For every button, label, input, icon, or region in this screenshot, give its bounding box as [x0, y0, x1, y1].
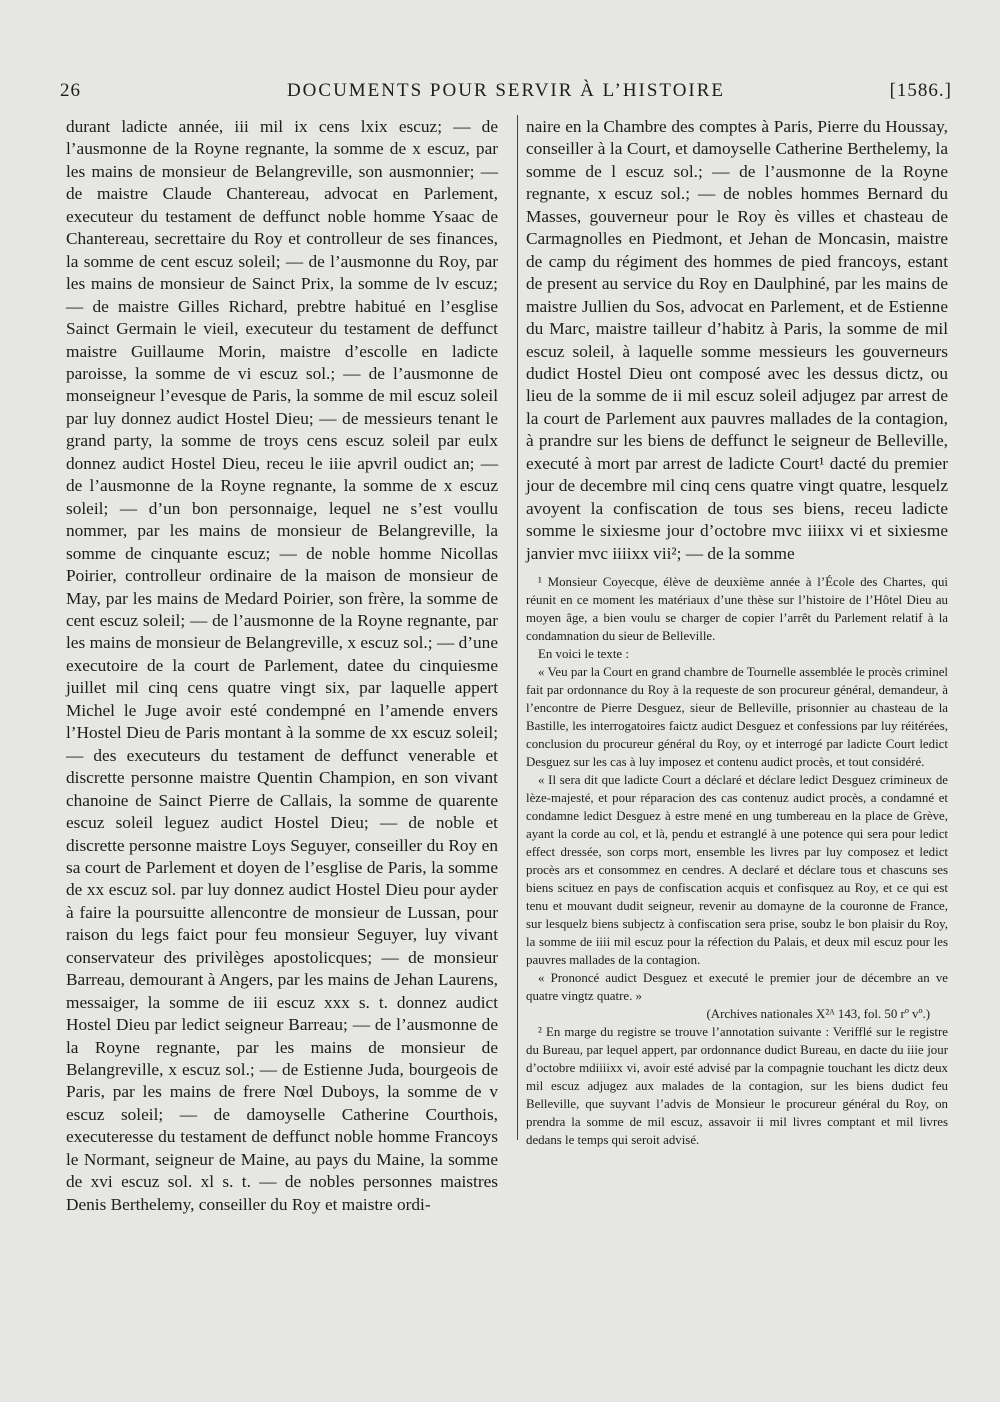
right-column [526, 116, 948, 1149]
footnote-quote-1: « Veu par la Court en grand chambre de Tournelle assemblée le procès criminel fait par ordonnance du Roy à la requeste de son procureur général, demandeur, à l’encontre de Pierre Desguez, sieur de Belleville, prisonnier au chasteau de la Bastille, les interrogatoires faictz audict Desguez et confessions par luy réitérées, conclusion du procureur général du Roy, oy et interrogé par ladicte Court ledict Desguez sur les cas à luy imposez et contenu audict procès, et tout considéré. [526, 665, 948, 770]
running-title: DOCUMENTS POUR SERVIR À L’HISTOIRE [286, 80, 726, 101]
page-number: 26 [60, 80, 81, 101]
footnote-quote-3: « Prononcé audict Desguez et executé le premier jour de décembre an ve quatre vingtz quatre. » [526, 971, 948, 1004]
right-column-text: naire en la Chambre des comptes à Paris, Pierre du Houssay, conseiller à la Court, et damoyselle Catherine Berthelemy, la somme de l escuz sol.; — de l’ausmonne de la Royne regnante, x escuz sol.; — de nobles hommes Bernard du Masses, gouverneur pour le Roy ès villes et chasteau de Carmagnolles en Piedmont, et Jehan de Moncasin, maistre de camp du régiment des hommes de pied francoys, estant de present au service du Roy en Daulphiné, par les mains de maistre Jullien du Sos, advocat en Parlement, et de Estienne du Marc, maistre tailleur d’habitz à Paris, la somme de mil escuz soleil, à laquelle somme messieurs les gouverneurs dudict Hostel Dieu ont composé avec les dessus dictz, ou lieu de la somme de ii mil escuz soleil adjugez par arrest de la court de Parlement aux pauvres mallades de la contagion, à prandre sur les biens de deffunct le seigneur de Belleville, executé à mort par arrest de ladicte Court¹ dacté du premier jour de decembre mil cinq cens quatre vingt quatre, lesquelz avoyent la confiscation de tous ses biens, receu ladicte somme le sixiesme jour d’octobre mvc iiiixx vi et sixiesme janvier mvc iiiixx vii²; — de la somme [526, 117, 948, 563]
left-column [66, 116, 498, 1216]
footnote-quote-2: « Il sera dit que ladicte Court a déclaré et déclare ledict Desguez crimineux de lèze-majesté, et pour réparacion des cas contenuz audict procès, a condamné et condamne ledict Desguez à estre mené en ung tumbereau en la place de Grève, ayant la corde au col, et là, pendu et estranglé à une potence qui sera pour ledict effect dressée, son corps mort, ensemble les livres par luy composez et ledict procès ars et consommez en cendres. A declaré et déclare tous et chascuns ses biens scituez en pays de confiscation acquis et confisquez au Roy, et ce qui est tenu et mouvant dudit seigneur, revenir au domayne de la couronne de France, sur lesquelz biens subjectz à confiscation sera prise, soubz le bon plaisir du Roy, la somme de iiii mil escuz pour la réfection du Palais, et deux mil escuz pour les pauvres mallades de la contagion. [526, 773, 948, 968]
footnote-intro: En voici le texte : [538, 647, 629, 662]
footnote-1: ¹ Monsieur Coyecque, élève de deuxième année à l’École des Chartes, qui réunit en ce moment les matériaux d’une thèse sur l’histoire de l’Hôtel Dieu au moyen âge, a bien voulu se charger de copier l’arrêt du Parlement relatif à la condamnation du sieur de Belleville. [526, 575, 948, 644]
page-header [60, 80, 952, 110]
column-divider [517, 115, 518, 1140]
year-marker: [1586.] [889, 80, 952, 101]
footnotes [526, 573, 948, 1149]
footnote-source: (Archives nationales X²ᴬ 143, fol. 50 rº vº.) [706, 1007, 930, 1022]
left-column-text: durant ladicte année, iii mil ix cens lxix escuz; — de l’ausmonne de la Royne regnante, la somme de x escuz, par les mains de monsieur de Belangreville, son ausmonnier; — de maistre Claude Chantereau, advocat en Parlement, executeur du testament de deffunct noble homme Ysaac de Chantereau, secrettaire du Roy et controlleur de ses finances, la somme de cent escuz soleil; — de l’ausmonne du Roy, par les mains de monsieur de Sainct Prix, la somme de lv escuz; — de maistre Gilles Richard, prebtre habitué en l’esglise Sainct Germain le vieil, executeur du testament de deffunct maistre Guillaume Morin, maistre d’escolle en ladicte paroisse, la somme de vi escuz sol.; — de l’ausmonne de monseigneur l’evesque de Paris, la somme de mil escuz soleil par luy donnez audict Hostel Dieu; — de messieurs tenant le grand party, la somme de troys cens escuz soleil par eulx donnez audict Hostel Dieu, receu le iiie apvril oudict an; — de l’ausmonne de la Royne regnante, la somme de x escuz soleil; — d’un bon personnaige, lequel ne s’est voullu nommer, par les mains de monsieur de Belangreville, la somme de cinquante escuz; — de noble homme Nicollas Poirier, controlleur ordinaire de la maison de monsieur de May, par les mains de Medard Poirier, son frère, la somme de cent escuz soleil; — de l’ausmonne de la Royne regnante, par les mains de monsieur de Belangreville, x escuz sol.; — d’une executoire de la court de Parlement, datee du cinquiesme juillet mil cinq cens quatre vingt six, par laquelle appert Michel le Juge avoir esté condempné en l’amende envers l’Hostel Dieu de Paris montant à la somme de xx escuz soleil; — des executeurs du testament de deffunct venerable et discrette personne maistre Quentin Champion, en son vivant chanoine de Sainct Pierre de Callais, la somme de quarente escuz soleil leguez audict Hostel Dieu; — de noble et discrette personne maistre Loys Seguyer, conseiller du Roy en sa court de Parlement et doyen de l’esglise de Paris, la somme de xx escuz sol. par luy donnez audict Hostel Dieu pour ayder à faire la poursuitte allencontre de monsieur de Lussan, pour raison du legs faict pour feu monsieur Seguyer, luy vivant conservateur des privilèges apostolicques; — de monsieur Barreau, demourant à Angers, par les mains de Jehan Laurens, messaiger, la somme de iii escuz xxx s. t. donnez audict Hostel Dieu par ledict seigneur Barreau; — de l’ausmonne de la Royne regnante, par les mains de monsieur de Belangreville, x escuz sol.; — de Estienne Juda, bourgeois de Paris, par les mains de frere Nœl Duboys, la somme de v escuz soleil; — de damoyselle Catherine Courthois, executeresse du testament de deffunct noble homme Francoys le Normant, seigneur de Maine, au pays du Maine, la somme de xvi escuz sol. xl s. t. — de nobles personnes maistres Denis Berthelemy, conseiller du Roy et maistre ordi- [66, 117, 498, 1214]
footnote-2: ² En marge du registre se trouve l’annotation suivante : Verifflé sur le registre du Bureau, par lequel appert, par ordonnance dudict Bureau, en dacte du iiie jour d’octobre mdiiiixx vi, avoir esté advisé par la compagnie touchant les dictz deux mil escuz adjugez aux malades de la contagion, sur les biens dudict feu Belleville, que suyvant l’advis de Monsieur le procureur général du Roy, on prendra la somme de mil escuz, assavoir ii mil livres comptant et mil livres dedans le temps qui seroit advisé. [526, 1025, 948, 1148]
